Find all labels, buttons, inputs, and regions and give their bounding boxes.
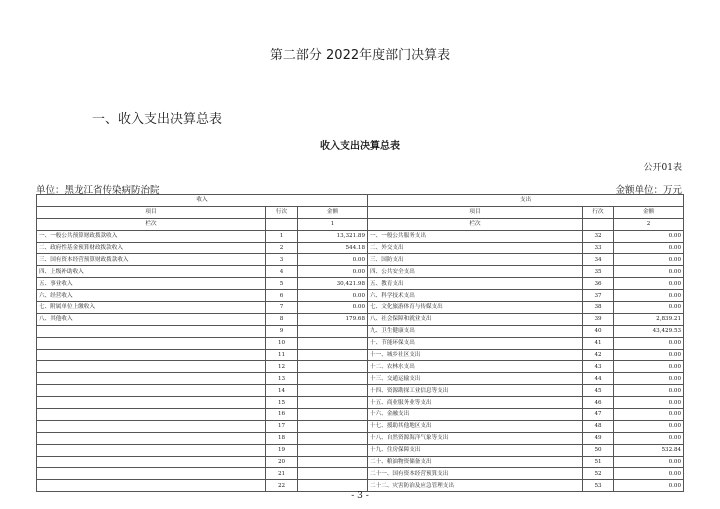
expense-amount-cell: 0.00 — [614, 361, 684, 373]
income-amount-cell: 0.00 — [298, 290, 368, 302]
table-row — [37, 444, 684, 456]
unit-label: 单位：黑龙江省传染病防治院 — [36, 185, 160, 196]
income-item-header: 项目 — [37, 206, 266, 218]
expense-item-cell: 十六、金融支出 — [368, 409, 583, 421]
expense-row-no-cell: 49 — [583, 432, 614, 444]
income-amount-cell: 0.00 — [298, 266, 368, 278]
expense-amount-cell: 532.84 — [614, 444, 684, 456]
form-code: 公开01表 — [643, 163, 682, 173]
section-title: 一、收入支出决算总表 — [92, 112, 223, 127]
expense-row-no-cell: 39 — [583, 313, 614, 325]
table-row — [37, 397, 684, 409]
income-row-no-cell: 4 — [266, 266, 298, 278]
income-item-cell — [37, 397, 266, 409]
expense-item-cell: 四、公共安全支出 — [368, 266, 583, 278]
income-amount-cell — [298, 373, 368, 385]
table-row — [37, 337, 684, 349]
income-row-no-cell: 19 — [266, 444, 298, 456]
income-item-cell — [37, 432, 266, 444]
expense-row-no-cell: 42 — [583, 349, 614, 361]
income-row-no-cell: 8 — [266, 313, 298, 325]
expense-item-cell: 十七、援助其他地区支出 — [368, 420, 583, 432]
expense-row-no-cell: 46 — [583, 397, 614, 409]
expense-item-cell: 二十、粮油物资储备支出 — [368, 456, 583, 468]
income-amount-cell: 0.00 — [298, 254, 368, 266]
income-item-cell — [37, 420, 266, 432]
table-row — [37, 325, 684, 337]
income-amount-cell — [298, 480, 368, 492]
expense-item-cell: 十五、商业服务业等支出 — [368, 397, 583, 409]
expense-item-cell: 二、外交支出 — [368, 242, 583, 254]
amount-unit: 金额单位：万元 — [615, 185, 682, 196]
expense-amount-cell: 0.00 — [614, 230, 684, 242]
expense-item-cell: 二十二、灾害防治及应急管理支出 — [368, 480, 583, 492]
income-item-cell: 四、上级补助收入 — [37, 266, 266, 278]
expense-amount-cell: 0.00 — [614, 373, 684, 385]
income-row-no-cell: 5 — [266, 278, 298, 290]
income-column-number: 1 — [298, 218, 368, 230]
expense-item-cell: 九、卫生健康支出 — [368, 325, 583, 337]
income-row-no-cell: 17 — [266, 420, 298, 432]
income-amount-cell — [298, 409, 368, 421]
expense-row-no-cell: 33 — [583, 242, 614, 254]
income-amount-cell: 13,321.89 — [298, 230, 368, 242]
expense-row-no-cell: 36 — [583, 278, 614, 290]
income-row-no-cell: 22 — [266, 480, 298, 492]
table-row — [37, 290, 684, 302]
table-row — [37, 266, 684, 278]
income-item-cell: 六、经营收入 — [37, 290, 266, 302]
expense-row-no-cell: 47 — [583, 409, 614, 421]
income-item-cell: 七、附属单位上缴收入 — [37, 302, 266, 314]
expense-row-no-cell: 40 — [583, 325, 614, 337]
income-row-no-cell: 14 — [266, 385, 298, 397]
income-item-cell: 三、国有资本经营预算财政拨款收入 — [37, 254, 266, 266]
table-row — [37, 349, 684, 361]
income-row-no-cell: 12 — [266, 361, 298, 373]
income-amount-cell — [298, 361, 368, 373]
income-item-cell — [37, 456, 266, 468]
income-amount-header: 金额 — [298, 206, 368, 218]
income-row-no-cell: 15 — [266, 397, 298, 409]
expense-row-no-cell: 32 — [583, 230, 614, 242]
table-row — [37, 242, 684, 254]
income-amount-cell: 179.68 — [298, 313, 368, 325]
table-row — [37, 361, 684, 373]
expense-amount-cell: 0.00 — [614, 480, 684, 492]
expense-item-cell: 二十一、国有资本经营预算支出 — [368, 468, 583, 480]
income-item-cell — [37, 337, 266, 349]
expense-item-cell: 八、社会保障和就业支出 — [368, 313, 583, 325]
expense-amount-cell: 0.00 — [614, 432, 684, 444]
page-number: - 3 - — [351, 491, 369, 501]
expense-row-no-cell: 41 — [583, 337, 614, 349]
expense-amount-cell: 0.00 — [614, 420, 684, 432]
income-item-cell — [37, 325, 266, 337]
expense-amount-cell: 0.00 — [614, 278, 684, 290]
income-item-cell — [37, 373, 266, 385]
header-row-sections — [37, 195, 684, 207]
table-row — [37, 456, 684, 468]
income-item-cell: 八、其他收入 — [37, 313, 266, 325]
expense-item-cell: 六、科学技术支出 — [368, 290, 583, 302]
expense-item-cell: 十一、城乡社区支出 — [368, 349, 583, 361]
expense-row-no-cell: 45 — [583, 385, 614, 397]
expense-row-no-header: 行次 — [583, 206, 614, 218]
expense-amount-cell: 0.00 — [614, 242, 684, 254]
expense-item-cell: 十九、住房保障支出 — [368, 444, 583, 456]
expense-column-no-label: 栏次 — [368, 218, 583, 230]
table-row — [37, 432, 684, 444]
income-row-no-cell: 21 — [266, 468, 298, 480]
income-amount-cell: 544.18 — [298, 242, 368, 254]
income-amount-cell — [298, 349, 368, 361]
expense-amount-cell: 0.00 — [614, 456, 684, 468]
table-row — [37, 302, 684, 314]
income-column-no-empty — [266, 218, 298, 230]
income-row-no-cell: 20 — [266, 456, 298, 468]
income-column-no-label: 栏次 — [37, 218, 266, 230]
expense-item-cell: 十二、农林水支出 — [368, 361, 583, 373]
table-row — [37, 230, 684, 242]
expense-row-no-cell: 48 — [583, 420, 614, 432]
income-expense-table — [36, 194, 684, 492]
income-row-no-cell: 7 — [266, 302, 298, 314]
expense-column-no-empty — [583, 218, 614, 230]
expense-amount-header: 金额 — [614, 206, 684, 218]
expense-row-no-cell: 43 — [583, 361, 614, 373]
income-item-cell — [37, 468, 266, 480]
table-title: 收入支出决算总表 — [320, 141, 400, 152]
expense-item-cell: 五、教育支出 — [368, 278, 583, 290]
table-row — [37, 385, 684, 397]
income-row-no-cell: 1 — [266, 230, 298, 242]
income-item-cell — [37, 409, 266, 421]
expense-row-no-cell: 51 — [583, 456, 614, 468]
income-row-no-cell: 11 — [266, 349, 298, 361]
table-row — [37, 468, 684, 480]
income-amount-cell — [298, 444, 368, 456]
income-amount-cell — [298, 385, 368, 397]
expense-amount-cell: 0.00 — [614, 409, 684, 421]
income-row-no-cell: 2 — [266, 242, 298, 254]
table-row — [37, 409, 684, 421]
income-item-cell — [37, 444, 266, 456]
income-row-no-cell: 18 — [266, 432, 298, 444]
income-header: 收入 — [37, 195, 368, 207]
income-row-no-cell: 6 — [266, 290, 298, 302]
income-item-cell — [37, 349, 266, 361]
table-row — [37, 254, 684, 266]
income-row-no-cell: 13 — [266, 373, 298, 385]
expense-header: 支出 — [368, 195, 684, 207]
table-row — [37, 373, 684, 385]
income-amount-cell — [298, 337, 368, 349]
table-row — [37, 480, 684, 492]
income-amount-cell — [298, 397, 368, 409]
table-row — [37, 420, 684, 432]
income-amount-cell — [298, 468, 368, 480]
expense-item-cell: 十八、自然资源海洋气象等支出 — [368, 432, 583, 444]
income-item-cell — [37, 385, 266, 397]
header-row-column-numbers — [37, 218, 684, 230]
expense-item-cell: 十四、资源勘探工业信息等支出 — [368, 385, 583, 397]
income-item-cell — [37, 480, 266, 492]
expense-amount-cell: 0.00 — [614, 349, 684, 361]
expense-amount-cell: 43,429.53 — [614, 325, 684, 337]
income-item-cell: 五、事业收入 — [37, 278, 266, 290]
expense-item-header: 项目 — [368, 206, 583, 218]
expense-amount-cell: 0.00 — [614, 385, 684, 397]
expense-row-no-cell: 50 — [583, 444, 614, 456]
part-title: 第二部分 2022年度部门决算表 — [269, 48, 451, 63]
income-amount-cell: 0.00 — [298, 302, 368, 314]
expense-row-no-cell: 38 — [583, 302, 614, 314]
expense-amount-cell: 2,839.21 — [614, 313, 684, 325]
expense-item-cell: 一、一般公共服务支出 — [368, 230, 583, 242]
income-row-no-header: 行次 — [266, 206, 298, 218]
income-row-no-cell: 16 — [266, 409, 298, 421]
expense-amount-cell: 0.00 — [614, 397, 684, 409]
table-body — [37, 195, 684, 492]
income-amount-cell — [298, 325, 368, 337]
expense-column-number: 2 — [614, 218, 684, 230]
income-item-cell: 二、政府性基金预算财政拨款收入 — [37, 242, 266, 254]
income-item-cell: 一、一般公共预算财政拨款收入 — [37, 230, 266, 242]
expense-item-cell: 七、文化旅游体育与传媒支出 — [368, 302, 583, 314]
income-row-no-cell: 10 — [266, 337, 298, 349]
expense-amount-cell: 0.00 — [614, 266, 684, 278]
expense-row-no-cell: 35 — [583, 266, 614, 278]
income-amount-cell: 30,421.98 — [298, 278, 368, 290]
expense-amount-cell: 0.00 — [614, 254, 684, 266]
header-row-columns — [37, 206, 684, 218]
expense-amount-cell: 0.00 — [614, 290, 684, 302]
income-row-no-cell: 9 — [266, 325, 298, 337]
expense-row-no-cell: 52 — [583, 468, 614, 480]
expense-row-no-cell: 34 — [583, 254, 614, 266]
expense-amount-cell: 0.00 — [614, 337, 684, 349]
expense-row-no-cell: 44 — [583, 373, 614, 385]
income-amount-cell — [298, 456, 368, 468]
expense-amount-cell: 0.00 — [614, 468, 684, 480]
income-item-cell — [37, 361, 266, 373]
expense-item-cell: 三、国防支出 — [368, 254, 583, 266]
income-amount-cell — [298, 420, 368, 432]
table-row — [37, 313, 684, 325]
income-row-no-cell: 3 — [266, 254, 298, 266]
expense-item-cell: 十、节能环保支出 — [368, 337, 583, 349]
expense-row-no-cell: 37 — [583, 290, 614, 302]
table-row — [37, 278, 684, 290]
expense-row-no-cell: 53 — [583, 480, 614, 492]
expense-amount-cell: 0.00 — [614, 302, 684, 314]
income-amount-cell — [298, 432, 368, 444]
expense-item-cell: 十三、交通运输支出 — [368, 373, 583, 385]
